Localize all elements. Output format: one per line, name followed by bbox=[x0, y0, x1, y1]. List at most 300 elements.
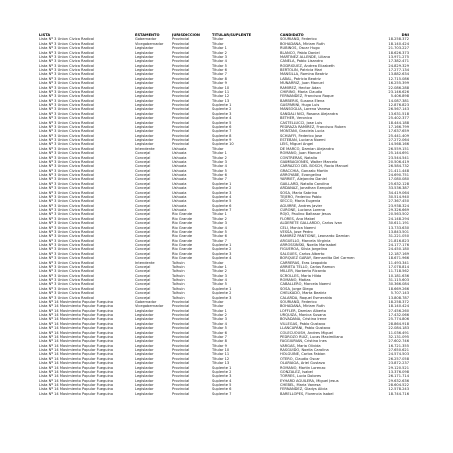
cell-jurisdiccion: Rio Grande bbox=[172, 216, 193, 221]
cell-estamento: Concejal bbox=[135, 291, 151, 296]
cell-jurisdiccion: Ushuaia bbox=[172, 164, 187, 169]
cell-dni: 18.671.966 bbox=[388, 256, 409, 261]
cell-titular-suplente: Titular 13 bbox=[212, 98, 230, 103]
cell-candidato: FIGUEROA, Silvia Jorgelina bbox=[280, 247, 328, 252]
cell-dni: 18.140.424 bbox=[388, 41, 409, 46]
cell-titular-suplente: Titular 1 bbox=[212, 46, 227, 51]
cell-estamento: Legislador bbox=[135, 321, 154, 326]
cell-estamento: Concejal bbox=[135, 159, 151, 164]
cell-candidato: FAGGIURIAN, Cristina Ines bbox=[280, 339, 327, 344]
cell-lista: Lista Nº 3 Union Civica Radical bbox=[39, 208, 95, 212]
cell-estamento: Concejal bbox=[135, 199, 151, 204]
cell-jurisdiccion: Tolhuin bbox=[172, 291, 185, 296]
cell-jurisdiccion: Provincial bbox=[172, 124, 190, 129]
cell-candidato: HOLGUINE, Carlos Fabian bbox=[280, 352, 326, 357]
cell-estamento: Legislador bbox=[135, 334, 154, 339]
cell-estamento: Legislador bbox=[135, 63, 154, 68]
cell-lista: Lista Nº 3 Union Civica Radical bbox=[39, 63, 95, 68]
cell-candidato: ARROYABE, Evangelina bbox=[280, 173, 322, 177]
cell-titular-suplente: Suplente 6 bbox=[212, 124, 232, 129]
cell-titular-suplente: Titular 4 bbox=[212, 278, 227, 282]
header-jurisdiccion: JURISDICCION bbox=[172, 33, 200, 37]
cell-jurisdiccion: Provincial bbox=[172, 361, 190, 366]
cell-lista: Lista Nº 3 Union Civica Radical bbox=[39, 238, 95, 243]
cell-jurisdiccion: Rio Grande bbox=[172, 238, 193, 243]
cell-titular-suplente: Suplente 1 bbox=[212, 181, 232, 186]
cell-jurisdiccion: Tolhuin bbox=[172, 295, 185, 300]
cell-estamento: Concejal bbox=[135, 278, 151, 282]
cell-dni: 21.703.227 bbox=[388, 46, 409, 51]
cell-lista: Lista Nº 3 Union Civica Radical bbox=[39, 107, 95, 112]
cell-lista: Lista Nº 3 Union Civica Radical bbox=[39, 203, 95, 208]
cell-candidato: BORQUEZ GARAY, Bernardita Del Carmen bbox=[280, 256, 355, 261]
cell-lista: Lista Nº 3 Union Civica Radical bbox=[39, 247, 95, 252]
cell-titular-suplente: Suplente 5 bbox=[212, 383, 232, 387]
cell-lista: Lista Nº 3 Union Civica Radical bbox=[39, 138, 95, 142]
cell-lista: Lista Nº 3 Union Civica Radical bbox=[39, 256, 95, 261]
cell-jurisdiccion: Tolhuin bbox=[172, 282, 185, 287]
cell-lista: Lista Nº 3 Union Civica Radical bbox=[39, 164, 95, 169]
cell-jurisdiccion: Provincial bbox=[172, 313, 190, 317]
cell-jurisdiccion: Provincial bbox=[172, 107, 190, 112]
cell-jurisdiccion: Provincial bbox=[172, 383, 190, 387]
cell-estamento: Concejal bbox=[135, 247, 151, 252]
cell-titular-suplente: Suplente 2 bbox=[212, 247, 232, 252]
cell-lista: Lista Nº 14 Movimiento Popular Fueguino bbox=[39, 308, 114, 313]
cell-estamento: Concejal bbox=[135, 251, 151, 256]
cell-titular-suplente: Titular 11 bbox=[212, 352, 230, 357]
cell-dni: 18.258.372 bbox=[388, 299, 409, 304]
cell-titular-suplente: Titular 3 bbox=[212, 54, 227, 59]
cell-estamento: Concejal bbox=[135, 286, 151, 291]
cell-lista: Lista Nº 3 Union Civica Radical bbox=[39, 186, 95, 191]
cell-jurisdiccion: Ushuaia bbox=[172, 194, 187, 199]
cell-lista: Lista Nº 3 Union Civica Radical bbox=[39, 260, 95, 265]
cell-dni: 14.568.166 bbox=[388, 142, 409, 147]
cell-candidato: SOURIAND, Federico bbox=[280, 299, 317, 304]
cell-candidato: LLANCAPANI, Pablo Gustavo bbox=[280, 326, 331, 331]
cell-titular-suplente: Titular 7 bbox=[212, 177, 227, 182]
cell-estamento: Legislador bbox=[135, 343, 154, 348]
cell-lista: Lista Nº 3 Union Civica Radical bbox=[39, 46, 95, 51]
cell-estamento: Concejal bbox=[135, 229, 151, 234]
cell-estamento: Legislador bbox=[135, 308, 154, 313]
cell-estamento: Legislador bbox=[135, 365, 154, 370]
cell-dni: 21.816.823 bbox=[388, 238, 409, 243]
cell-candidato: FLORES, Ana Mabel bbox=[280, 216, 315, 221]
cell-jurisdiccion: Ushuaia bbox=[172, 151, 187, 156]
cell-titular-suplente: Titular bbox=[212, 299, 224, 304]
cell-candidato: GASPARINI, Hugo Luis bbox=[280, 103, 320, 107]
cell-candidato: VESSA, Jose Pedro bbox=[280, 229, 313, 234]
cell-jurisdiccion: Provincial bbox=[172, 387, 190, 392]
cell-jurisdiccion: Provincial bbox=[172, 326, 190, 331]
cell-titular-suplente: Titular 3 bbox=[212, 317, 227, 322]
cell-titular-suplente: Titular 4 bbox=[212, 225, 227, 230]
cell-dni: 17.078.814 bbox=[388, 264, 409, 269]
cell-candidato: EYHARD AGUILERA, Miguel Jesus bbox=[280, 378, 339, 383]
cell-titular-suplente: Titular bbox=[212, 304, 224, 309]
cell-titular-suplente: Titular 3 bbox=[212, 221, 227, 226]
cell-titular-suplente: Suplente 1 bbox=[212, 365, 232, 370]
cell-jurisdiccion: Tolhuin bbox=[172, 273, 185, 278]
cell-jurisdiccion: Tolhuin bbox=[172, 264, 185, 269]
cell-lista: Lista Nº 3 Union Civica Radical bbox=[39, 98, 95, 103]
cell-dni: 28.604.522 bbox=[388, 383, 409, 387]
cell-titular-suplente: Suplente 2 bbox=[212, 291, 232, 296]
cell-titular-suplente: Titular 1 bbox=[212, 264, 227, 269]
cell-candidato: BOVADANA, Cristina Irene bbox=[280, 317, 327, 322]
cell-jurisdiccion: Provincial bbox=[172, 339, 190, 344]
cell-estamento: Legislador bbox=[135, 348, 154, 352]
cell-estamento: Legislador bbox=[135, 383, 154, 387]
cell-dni: 17.382.471 bbox=[388, 59, 409, 64]
cell-jurisdiccion: Provincial bbox=[172, 103, 190, 107]
cell-lista: Lista Nº 3 Union Civica Radical bbox=[39, 94, 95, 99]
cell-candidato: CANELA, Pablo Lisandro bbox=[280, 59, 323, 64]
cell-candidato: GONZALEZ, Isabel bbox=[280, 369, 313, 374]
cell-dni: 18.744.716 bbox=[388, 391, 409, 396]
cell-lista: Lista Nº 3 Union Civica Radical bbox=[39, 286, 95, 291]
cell-candidato: RUBINOS, Oscar Hugo bbox=[280, 46, 320, 51]
cell-dni: 23.938.324 bbox=[388, 203, 409, 208]
cell-lista: Lista Nº 3 Union Civica Radical bbox=[39, 177, 95, 182]
header-estamento: ESTAMENTO bbox=[135, 33, 160, 37]
cell-jurisdiccion: Rio Grande bbox=[172, 243, 193, 247]
cell-candidato: ARRIETA TELLO, Carlos Ramon bbox=[280, 264, 335, 269]
cell-estamento: Concejal bbox=[135, 151, 151, 156]
cell-jurisdiccion: Provincial bbox=[172, 138, 190, 142]
cell-candidato: BLANCO, Pablo Daniel bbox=[280, 50, 320, 55]
cell-lista: Lista Nº 3 Union Civica Radical bbox=[39, 221, 95, 226]
cell-jurisdiccion: Provincial bbox=[172, 37, 190, 42]
cell-dni: 27.367.450 bbox=[388, 199, 409, 204]
cell-dni: 23.146.626 bbox=[388, 89, 409, 94]
cell-jurisdiccion: Tolhuin bbox=[172, 260, 185, 265]
cell-dni: 16.255.399 bbox=[388, 81, 409, 86]
cell-estamento: Concejal bbox=[135, 264, 151, 269]
cell-jurisdiccion: Rio Grande bbox=[172, 251, 193, 256]
cell-candidato: CHIRINO, Maria Claudia bbox=[280, 89, 323, 94]
cell-jurisdiccion: Provincial bbox=[172, 321, 190, 326]
cell-estamento: Concejal bbox=[135, 164, 151, 169]
cell-candidato: OLARIAGA, Ariel Gustavo bbox=[280, 361, 326, 366]
cell-estamento: Vicegobernador bbox=[135, 41, 164, 46]
cell-titular-suplente: Titular 4 bbox=[212, 164, 227, 169]
cell-candidato: ARDANAZ, Jonathan Ezequiel bbox=[280, 186, 333, 191]
cell-dni: 23.544.541 bbox=[388, 155, 409, 160]
cell-dni: 18.669.266 bbox=[388, 286, 409, 291]
cell-titular-suplente: Titular 7 bbox=[212, 334, 227, 339]
cell-candidato: SECCO, Maria Eugenia bbox=[280, 199, 321, 204]
cell-titular-suplente: Titular 6 bbox=[212, 68, 227, 72]
cell-lista: Lista Nº 3 Union Civica Radical bbox=[39, 120, 95, 125]
cell-estamento: Legislador bbox=[135, 356, 154, 361]
cell-lista: Lista Nº 14 Movimiento Popular Fueguino bbox=[39, 352, 114, 357]
cell-titular-suplente: Suplente 3 bbox=[212, 190, 232, 195]
header-candidato: CANDIDATO bbox=[280, 33, 304, 37]
cell-estamento: Legislador bbox=[135, 387, 154, 392]
cell-dni: 31.115.603 bbox=[388, 278, 409, 282]
cell-jurisdiccion: Provincial bbox=[172, 308, 190, 313]
cell-estamento: Legislador bbox=[135, 54, 154, 59]
cell-estamento: Concejal bbox=[135, 208, 151, 212]
cell-lista: Lista Nº 3 Union Civica Radical bbox=[39, 142, 95, 147]
cell-titular-suplente: Suplente 1 bbox=[212, 286, 232, 291]
cell-candidato: BARELLOPES, Florencia Isabel bbox=[280, 391, 334, 396]
cell-jurisdiccion: Provincial bbox=[172, 334, 190, 339]
cell-estamento: Legislador bbox=[135, 129, 154, 134]
cell-dni: 26.584.732 bbox=[388, 164, 409, 169]
cell-candidato: LABAL, Patricia Beatriz bbox=[280, 76, 321, 81]
cell-estamento: Legislador bbox=[135, 124, 154, 129]
cell-jurisdiccion: Rio Grande bbox=[172, 229, 193, 234]
cell-estamento: Concejal bbox=[135, 295, 151, 300]
cell-lista: Lista Nº 3 Union Civica Radical bbox=[39, 212, 95, 217]
cell-candidato: RODRIGUEZ, Andrea Elizabeth bbox=[280, 63, 335, 68]
cell-candidato: GIAMBAGIONES, Walter Marcelo bbox=[280, 159, 338, 164]
cell-lista: Lista Nº 3 Union Civica Radical bbox=[39, 190, 95, 195]
cell-dni: 25.402.377 bbox=[388, 116, 409, 121]
cell-dni: 31.221.050 bbox=[388, 234, 409, 239]
cell-titular-suplente: Titular 5 bbox=[212, 63, 227, 68]
cell-estamento: Concejal bbox=[135, 181, 151, 186]
cell-estamento: Concejal bbox=[135, 216, 151, 221]
cell-estamento: Legislador bbox=[135, 50, 154, 55]
cell-titular-suplente: Titular 9 bbox=[212, 81, 227, 86]
cell-jurisdiccion: Ushuaia bbox=[172, 199, 187, 204]
cell-lista: Lista Nº 14 Movimiento Popular Fueguino bbox=[39, 383, 114, 387]
cell-lista: Lista Nº 3 Union Civica Radical bbox=[39, 168, 95, 173]
cell-lista: Lista Nº 3 Union Civica Radical bbox=[39, 146, 95, 151]
cell-lista: Lista Nº 14 Movimiento Popular Fueguino bbox=[39, 378, 114, 383]
cell-lista: Lista Nº 14 Movimiento Popular Fueguino bbox=[39, 299, 114, 304]
cell-dni: 34.419.064 bbox=[388, 190, 409, 195]
cell-candidato: SANDALI NICI, Rosana Alejandra bbox=[280, 111, 338, 116]
cell-titular-suplente: Titular 7 bbox=[212, 238, 227, 243]
cell-jurisdiccion: Provincial bbox=[172, 391, 190, 396]
cell-lista: Lista Nº 3 Union Civica Radical bbox=[39, 278, 95, 282]
cell-jurisdiccion: Ushuaia bbox=[172, 181, 187, 186]
cell-jurisdiccion: Provincial bbox=[172, 317, 190, 322]
cell-dni: 12.715.086 bbox=[388, 76, 409, 81]
cell-candidato: RASGUIDO, Noelia Carolina bbox=[280, 348, 329, 352]
cell-candidato: SOURIAND, Federico bbox=[280, 37, 317, 42]
cell-titular-suplente: Titular 2 bbox=[212, 313, 227, 317]
cell-titular-suplente: Suplente 6 bbox=[212, 387, 232, 392]
cell-lista: Lista Nº 14 Movimiento Popular Fueguino bbox=[39, 313, 114, 317]
cell-lista: Lista Nº 3 Union Civica Radical bbox=[39, 133, 95, 138]
cell-dni: 13.376.098 bbox=[388, 369, 409, 374]
cell-jurisdiccion: Provincial bbox=[172, 365, 190, 370]
cell-estamento: Vicegobernador bbox=[135, 304, 164, 309]
cell-titular-suplente: Titular 2 bbox=[212, 50, 227, 55]
cell-jurisdiccion: Provincial bbox=[172, 142, 190, 147]
cell-dni: 24.450.180 bbox=[388, 247, 409, 252]
cell-estamento: Legislador bbox=[135, 46, 154, 51]
cell-titular-suplente: Titular 6 bbox=[212, 330, 227, 335]
cell-titular-suplente: Titular 8 bbox=[212, 339, 227, 344]
cell-candidato: ROJO, Paulino Baltasar Jesus bbox=[280, 212, 331, 217]
cell-jurisdiccion: Provincial bbox=[172, 133, 190, 138]
cell-jurisdiccion: Provincial bbox=[172, 54, 190, 59]
cell-lista: Lista Nº 3 Union Civica Radical bbox=[39, 194, 95, 199]
cell-lista: Lista Nº 3 Union Civica Radical bbox=[39, 273, 95, 278]
cell-jurisdiccion: Provincial bbox=[172, 89, 190, 94]
cell-candidato: FERNANDEZ, Francisco Roque bbox=[280, 94, 334, 99]
cell-titular-suplente: Titular bbox=[212, 146, 224, 151]
table-body bbox=[39, 37, 409, 396]
cell-dni: 29.632.636 bbox=[388, 378, 409, 383]
cell-jurisdiccion: Provincial bbox=[172, 352, 190, 357]
cell-candidato: CALARDA, Raquel Esmeralda bbox=[280, 295, 333, 300]
cell-candidato: LEIS, Miguel Angel bbox=[280, 142, 314, 147]
cell-estamento: Legislador bbox=[135, 72, 154, 77]
cell-lista: Lista Nº 3 Union Civica Radical bbox=[39, 37, 95, 42]
cell-estamento: Concejal bbox=[135, 273, 151, 278]
cell-candidato: BERTOLIN, Patricia Mari bbox=[280, 68, 323, 72]
cell-lista: Lista Nº 3 Union Civica Radical bbox=[39, 41, 95, 46]
cell-estamento: Legislador bbox=[135, 361, 154, 366]
cell-titular-suplente: Suplente 2 bbox=[212, 369, 232, 374]
cell-jurisdiccion: Provincial bbox=[172, 369, 190, 374]
cell-jurisdiccion: Provincial bbox=[172, 343, 190, 348]
cell-dni: 25.144.691 bbox=[388, 151, 409, 156]
cell-candidato: URQUIZA, Monica Susana bbox=[280, 313, 326, 317]
cell-dni: 33.536.387 bbox=[388, 186, 409, 191]
cell-dni: 26.559.151 bbox=[388, 146, 409, 151]
cell-lista: Lista Nº 3 Union Civica Radical bbox=[39, 234, 95, 239]
cell-lista: Lista Nº 3 Union Civica Radical bbox=[39, 129, 95, 134]
cell-dni: 5.707.143 bbox=[390, 291, 409, 296]
cell-titular-suplente: Titular 1 bbox=[212, 212, 227, 217]
cell-lista: Lista Nº 3 Union Civica Radical bbox=[39, 103, 95, 107]
cell-dni: 18.626.373 bbox=[388, 50, 409, 55]
cell-estamento: Legislador bbox=[135, 378, 154, 383]
cell-dni: 23.872.237 bbox=[388, 361, 409, 366]
cell-jurisdiccion: Ushuaia bbox=[172, 190, 187, 195]
cell-candidato: PEDRAZA RAMIREZ, Francisco Ruben bbox=[280, 124, 346, 129]
cell-candidato: BOHADANA, Miriam Ruth bbox=[280, 304, 325, 309]
cell-candidato: PEDROZO RUIZ, Lucas Maximiliano bbox=[280, 334, 343, 339]
cell-jurisdiccion: Provincial bbox=[172, 120, 190, 125]
cell-lista: Lista Nº 3 Union Civica Radical bbox=[39, 59, 95, 64]
cell-jurisdiccion: Tolhuin bbox=[172, 269, 185, 274]
cell-candidato: MONTANI, Graciela Lucia bbox=[280, 129, 325, 134]
cell-lista: Lista Nº 3 Union Civica Radical bbox=[39, 229, 95, 234]
cell-titular-suplente: Titular 5 bbox=[212, 168, 227, 173]
cell-estamento: Legislador bbox=[135, 352, 154, 357]
cell-dni: 11.493.341 bbox=[388, 260, 409, 265]
cell-lista: Lista Nº 3 Union Civica Radical bbox=[39, 151, 95, 156]
cell-lista: Lista Nº 3 Union Civica Radical bbox=[39, 89, 95, 94]
cell-candidato: ARGUELLO, Marcela Virginia bbox=[280, 238, 331, 243]
cell-candidato: VILLEGAS, Pablo Gustavo bbox=[280, 321, 326, 326]
cell-jurisdiccion: Ushuaia bbox=[172, 159, 187, 164]
cell-estamento: Legislador bbox=[135, 89, 154, 94]
cell-lista: Lista Nº 3 Union Civica Radical bbox=[39, 216, 95, 221]
cell-candidato: ROMANO, Matias bbox=[280, 278, 311, 282]
cell-dni: 27.272.064 bbox=[388, 138, 409, 142]
cell-candidato: SOSA, Jorge Diego bbox=[280, 286, 313, 291]
cell-candidato: COLECUOUSH, Andres Miguel bbox=[280, 330, 333, 335]
cell-estamento: Intendente bbox=[135, 260, 155, 265]
cell-dni: 29.326.669 bbox=[388, 208, 409, 212]
cell-dni: 26.257.058 bbox=[388, 356, 409, 361]
cell-dni: 30.514.940 bbox=[388, 194, 409, 199]
cell-lista: Lista Nº 14 Movimiento Popular Fueguino bbox=[39, 374, 114, 379]
cell-jurisdiccion: Provincial bbox=[172, 94, 190, 99]
cell-dni: 27.650.621 bbox=[388, 348, 409, 352]
cell-titular-suplente: Suplente 7 bbox=[212, 208, 232, 212]
cell-candidato: CHEBEL, Maria Vanesa bbox=[280, 383, 321, 387]
cell-jurisdiccion: Ushuaia bbox=[172, 203, 187, 208]
cell-titular-suplente: Titular bbox=[212, 260, 224, 265]
cell-titular-suplente: Titular 12 bbox=[212, 94, 230, 99]
cell-titular-suplente: Suplente 4 bbox=[212, 378, 232, 383]
cell-dni: 10.181.636 bbox=[388, 273, 409, 278]
cell-estamento: Concejal bbox=[135, 243, 151, 247]
cell-dni: 14.087.381 bbox=[388, 98, 409, 103]
cell-dni: 18.444.188 bbox=[388, 120, 409, 125]
cell-dni: 17.432.066 bbox=[388, 313, 409, 317]
cell-dni: 13.971.275 bbox=[388, 54, 409, 59]
table-row bbox=[39, 392, 409, 396]
cell-titular-suplente: Titular bbox=[212, 37, 224, 42]
cell-lista: Lista Nº 3 Union Civica Radical bbox=[39, 72, 95, 77]
cell-candidato: SALGUES, Carlos Alberto bbox=[280, 251, 325, 256]
cell-lista: Lista Nº 14 Movimiento Popular Fueguino bbox=[39, 343, 114, 348]
header-titular-suplente: TITULAR/SUPLENTE bbox=[212, 33, 252, 37]
cell-dni: 29.120.521 bbox=[388, 365, 409, 370]
cell-titular-suplente: Suplente 6 bbox=[212, 203, 232, 208]
cell-estamento: Legislador bbox=[135, 98, 154, 103]
cell-dni: 13.882.634 bbox=[388, 72, 409, 77]
cell-estamento: Concejal bbox=[135, 225, 151, 230]
cell-titular-suplente: Titular 3 bbox=[212, 273, 227, 278]
cell-titular-suplente: Titular 3 bbox=[212, 159, 227, 164]
cell-estamento: Concejal bbox=[135, 282, 151, 287]
header-lista: LISTA bbox=[39, 33, 51, 37]
cell-titular-suplente: Suplente 4 bbox=[212, 116, 232, 121]
cell-lista: Lista Nº 14 Movimiento Popular Fueguino bbox=[39, 339, 114, 344]
cell-dni: 30.366.084 bbox=[388, 282, 409, 287]
cell-jurisdiccion: Ushuaia bbox=[172, 173, 187, 177]
cell-lista: Lista Nº 14 Movimiento Popular Fueguino bbox=[39, 365, 114, 370]
cell-dni: 12.876.823 bbox=[388, 103, 409, 107]
cell-dni: 11.718.562 bbox=[388, 269, 409, 274]
cell-dni: 22.084.183 bbox=[388, 326, 409, 331]
cell-dni: 24.177.176 bbox=[388, 243, 409, 247]
cell-titular-suplente: Titular 1 bbox=[212, 308, 227, 313]
cell-dni: 20.563.502 bbox=[388, 212, 409, 217]
cell-titular-suplente: Suplente 10 bbox=[212, 142, 234, 147]
cell-dni: 13.808.787 bbox=[388, 295, 409, 300]
cell-titular-suplente: Titular 6 bbox=[212, 173, 227, 177]
cell-dni: 28.864.918 bbox=[388, 321, 409, 326]
cell-candidato: YARRIET, Alejandro Daniel bbox=[280, 177, 327, 182]
cell-dni: 25.774.806 bbox=[388, 317, 409, 322]
cell-lista: Lista Nº 14 Movimiento Popular Fueguino bbox=[39, 334, 114, 339]
cell-estamento: Legislador bbox=[135, 59, 154, 64]
cell-titular-suplente: Titular 1 bbox=[212, 151, 227, 156]
cell-jurisdiccion: Rio Grande bbox=[172, 225, 193, 230]
cell-titular-suplente: Titular 7 bbox=[212, 72, 227, 77]
cell-dni: 17.080.080 bbox=[388, 177, 409, 182]
cell-lista: Lista Nº 3 Union Civica Radical bbox=[39, 116, 95, 121]
cell-dni: 16.721.355 bbox=[388, 343, 409, 348]
candidate-list-table bbox=[39, 33, 409, 396]
